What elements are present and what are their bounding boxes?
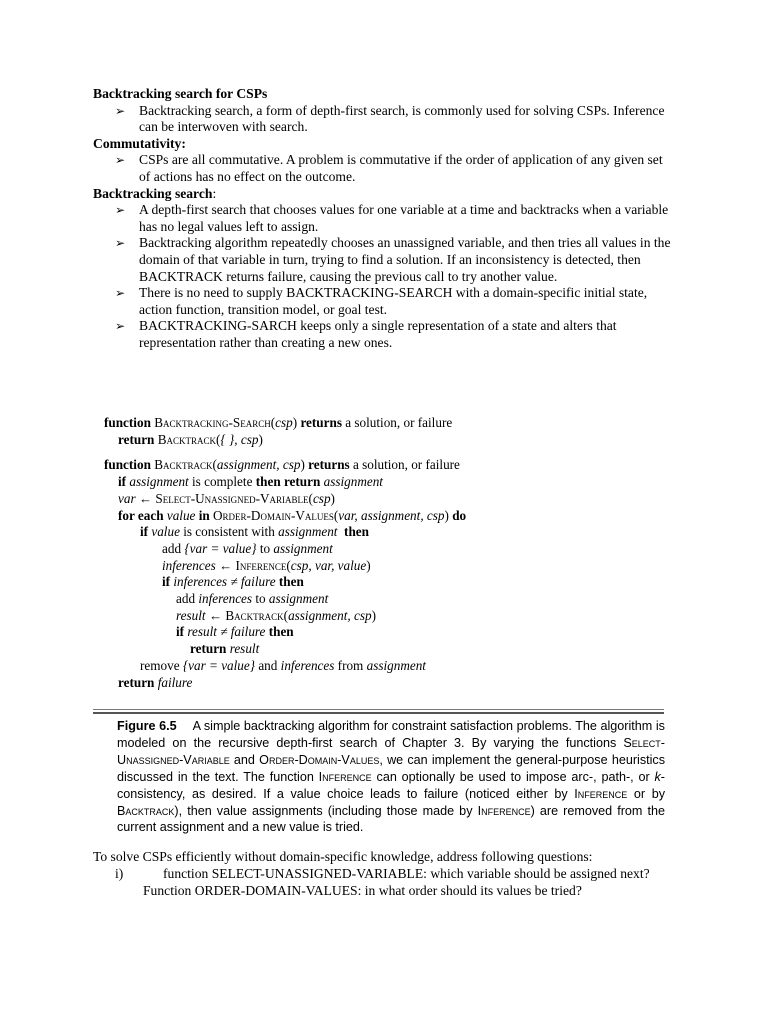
list-item: i) function SELECT-UNASSIGNED-VARIABLE: which variable should be assigned next? (115, 866, 650, 881)
item-number: i) (115, 866, 124, 881)
arrow-bullet-icon: ➢ (115, 236, 126, 251)
code-line: add inferences to assignment (176, 591, 329, 607)
bullet-list (93, 152, 673, 185)
arrow-bullet-icon: ➢ (115, 103, 126, 118)
intro-text: To solve CSPs efficiently without domain-specific knowledge, address following questions: (93, 849, 593, 864)
figure-caption: Figure 6.5 A simple backtracking algorithm for constraint satisfaction problems. The algorithm is modeled on the recursive depth-first search of Chapter 3. By varying the functions Select-Unassigned-Variable and Order-Domain-Values, we can implement the general-purpose heuristics discussed in the text. The function Inference can optionally be used to impose arc-, path-, or k-consistency, as desired. If a value choice leads to failure (noticed either by Inference or by Backtrack), then value assignments (including those made by Inference) are removed from the current assignment and a new value is tried. (117, 719, 666, 835)
code-line: if assignment is complete then return assignment (118, 474, 383, 490)
list-item: ➢ Backtracking algorithm repeatedly chooses an unassigned variable, and then tries all values in the domain of that variable in turn, trying to find a solution. If an inconsistency is detected, then BACKTRACK returns failure, causing the previous call to try another value. (115, 235, 671, 284)
list-item: ➢ Backtracking search, a form of depth-first search, is commonly used for solving CSPs. Inference can be interwoven with search. (115, 102, 665, 135)
heading-commutativity: Commutativity: (93, 135, 186, 151)
code-line: if result ≠ failure then (176, 624, 294, 640)
heading-backtracking-csps: Backtracking search for CSPs (93, 86, 268, 101)
code-line: return result (190, 641, 260, 657)
figure-label: Figure 6.5 (117, 719, 177, 733)
list-item: Function ORDER-DOMAIN-VALUES: in what order should its values be tried? (143, 883, 582, 898)
code-line: result ← Backtrack(assignment, csp) (176, 607, 376, 623)
code-line: for each value in Order-Domain-Values(var, assignment, csp) do (118, 507, 467, 523)
algorithm-pseudocode (104, 415, 664, 691)
arrow-bullet-icon: ➢ (115, 203, 126, 218)
code-line: return Backtrack({ }, csp) (118, 431, 263, 447)
code-line: if value is consistent with assignment then (140, 524, 369, 540)
divider (93, 709, 664, 710)
notes-section (93, 86, 673, 352)
code-line: function Backtrack(assignment, csp) returns a solution, or failure (104, 457, 460, 473)
bullet-list (93, 202, 673, 351)
arrow-bullet-icon: ➢ (115, 153, 126, 168)
divider (93, 712, 664, 714)
list-item: ➢ BACKTRACKING-SARCH keeps only a single representation of a state and alters that representation rather than creating a new ones. (115, 318, 617, 350)
list-item: ➢ A depth-first search that chooses values for one variable at a time and backtracks when a variable has no legal values left to assign. (115, 202, 669, 234)
code-line: var ← Select-Unassigned-Variable(csp) (118, 490, 335, 506)
questions-section (93, 848, 693, 899)
heading-backtracking-search: Backtracking search: (93, 185, 217, 201)
arrow-bullet-icon: ➢ (115, 286, 126, 301)
code-line: return failure (118, 674, 193, 690)
list-item: ➢ CSPs are all commutative. A problem is commutative if the order of application of any given set of actions has no effect on the outcome. (115, 152, 663, 184)
code-line: inferences ← Inference(csp, var, value) (162, 557, 371, 573)
arrow-bullet-icon: ➢ (115, 319, 126, 334)
list-item: ➢ There is no need to supply BACKTRACKING-SEARCH with a domain-specific initial state, action function, transition model, or goal test. (115, 285, 648, 317)
code-line: function Backtracking-Search(csp) returns a solution, or failure (104, 415, 453, 430)
code-line: remove {var = value} and inferences from assignment (140, 657, 426, 673)
code-line: add {var = value} to assignment (162, 540, 333, 556)
code-line: if inferences ≠ failure then (162, 574, 304, 590)
bullet-list (93, 103, 673, 136)
